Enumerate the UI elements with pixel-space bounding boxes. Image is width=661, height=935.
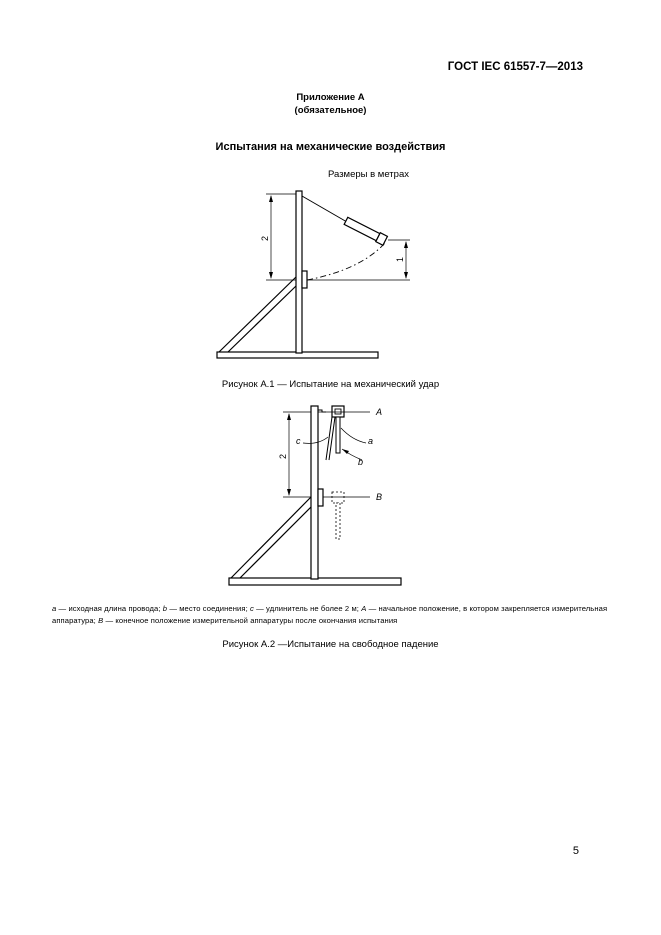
- fig2-label-B: B: [376, 492, 383, 502]
- fig2-label-A: A: [376, 407, 383, 417]
- note-a-symbol: a: [52, 604, 57, 613]
- figure-2-legend-notes: [52, 603, 612, 627]
- note-B-symbol: B: [98, 616, 104, 625]
- note-A-text: — начальное положение, в котором закрепляется измерительная аппаратура;: [52, 604, 608, 625]
- figure-2-caption: Рисунок А.2 —Испытание на свободное падение: [222, 639, 439, 650]
- dimensions-note: Размеры в метрах: [328, 169, 409, 180]
- note-c-text: — удлинитель не более 2 м;: [253, 604, 362, 613]
- annex-status: (обязательное): [294, 105, 367, 116]
- note-b-symbol: b: [162, 604, 168, 613]
- fig2-label-c: c: [296, 436, 301, 446]
- note-b-text: — место соединения;: [167, 604, 251, 613]
- note-B-text: — конечное положение измерительной аппаратуры после окончания испытания: [103, 616, 398, 625]
- page-number: 5: [572, 845, 579, 857]
- note-A-symbol: A: [361, 604, 367, 613]
- note-a-text: — исходная длина провода;: [56, 604, 163, 613]
- fig2-vertical-post: [311, 406, 318, 579]
- fig1-dim-height-label: 2: [260, 235, 270, 241]
- annex-title: Приложение А: [296, 92, 365, 103]
- note-c-symbol: c: [250, 604, 254, 613]
- fig2-label-a: a: [368, 436, 374, 446]
- figure-1-caption: Рисунок А.1 — Испытание на механический удар: [221, 379, 440, 390]
- fig1-dim-drop-label: 1: [395, 256, 405, 262]
- fig2-clamp: [318, 489, 323, 506]
- section-title: Испытания на механические воздействия: [215, 141, 446, 153]
- document-standard-header: ГОСТ IEC 61557-7—2013: [447, 61, 583, 73]
- fig2-dim-height-label: 2: [278, 453, 288, 459]
- fig2-device-position-b: [332, 492, 344, 503]
- fig2-label-b: b: [358, 457, 364, 467]
